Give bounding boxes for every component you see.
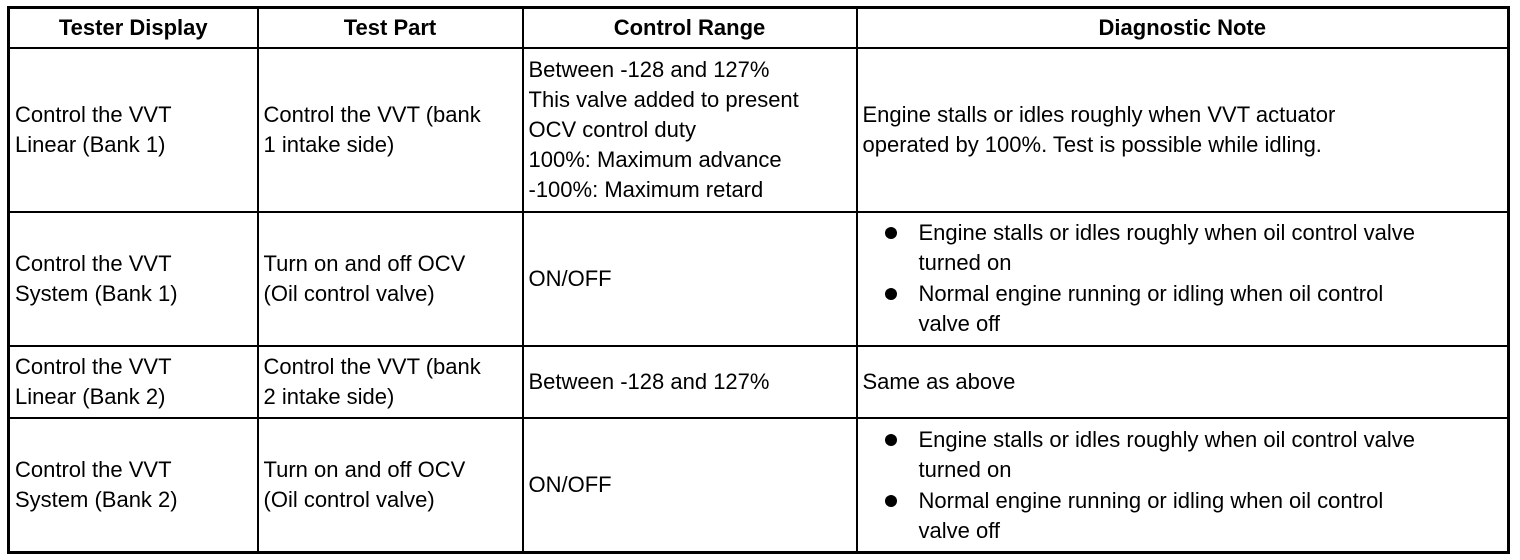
cell-text-line: valve off [918, 311, 1001, 337]
cell-text-line: turned on [918, 250, 1012, 276]
cell-text-line: -100%: Maximum retard [528, 176, 764, 202]
diagnostic-note-cell [857, 48, 1509, 212]
header-tester-display: Tester Display [9, 8, 258, 48]
cell-text-line: Turn on and off OCV [263, 457, 466, 483]
table-row [9, 48, 1509, 212]
test-part-cell [258, 346, 523, 418]
cell-text-line: Turn on and off OCV [263, 250, 466, 276]
cell-text-line: Same as above [862, 369, 1016, 395]
header-test-part: Test Part [258, 8, 523, 48]
cell-text-line: Engine stalls or idles roughly when VVT actuator [862, 101, 1336, 127]
cell-text-line: 1 intake side) [263, 131, 395, 157]
table-row [9, 418, 1509, 552]
cell-text-line: (Oil control valve) [263, 280, 435, 306]
diagnostic-note-cell [857, 212, 1509, 346]
note-bullet-list [863, 425, 1503, 546]
note-bullet-list [863, 218, 1503, 339]
cell-text-line: Between -128 and 127% [528, 369, 770, 395]
cell-text-line: System (Bank 2) [15, 487, 178, 513]
control-range-cell [523, 212, 857, 346]
bullet-icon [885, 288, 897, 300]
table-row [9, 346, 1509, 418]
cell-text-line: Normal engine running or idling when oil control [918, 487, 1384, 513]
tester-display-cell [9, 48, 258, 212]
header-diagnostic-note: Diagnostic Note [857, 8, 1509, 48]
test-part-cell [258, 418, 523, 552]
cell-text-line: (Oil control valve) [263, 487, 435, 513]
cell-text-line: Control the VVT (bank [263, 101, 481, 127]
tester-display-cell [9, 346, 258, 418]
control-range-cell [523, 418, 857, 552]
header-row [9, 8, 1509, 48]
cell-text-line: System (Bank 1) [15, 280, 178, 306]
tester-display-cell [9, 418, 258, 552]
cell-text-line: Between -128 and 127% [528, 56, 770, 82]
bullet-icon [885, 227, 897, 239]
cell-text-line: This valve added to present [528, 86, 799, 112]
cell-text-line: 100%: Maximum advance [528, 146, 782, 172]
note-bullet-item [877, 425, 1503, 485]
vvt-active-test-table [7, 6, 1510, 554]
cell-text-line: turned on [918, 456, 1012, 482]
cell-text-line: Control the VVT (bank [263, 354, 481, 380]
test-part-cell [258, 48, 523, 212]
table-row [9, 212, 1509, 346]
cell-text-line: Linear (Bank 2) [15, 384, 166, 410]
control-range-cell [523, 48, 857, 212]
note-bullet-item [877, 218, 1503, 278]
cell-text-line: Control the VVT [15, 250, 172, 276]
cell-text-line: Normal engine running or idling when oil control [918, 281, 1384, 307]
diagnostic-note-cell [857, 418, 1509, 552]
diagnostic-note-cell [857, 346, 1509, 418]
header-control-range: Control Range [523, 8, 857, 48]
cell-text-line: Control the VVT [15, 354, 172, 380]
cell-text-line: ON/OFF [528, 472, 612, 498]
cell-text-line: Engine stalls or idles roughly when oil control valve [918, 220, 1415, 246]
cell-text-line: Engine stalls or idles roughly when oil control valve [918, 426, 1415, 452]
bullet-icon [885, 495, 897, 507]
cell-text-line: valve off [918, 517, 1001, 543]
bullet-icon [885, 434, 897, 446]
cell-text-line: ON/OFF [528, 265, 612, 291]
cell-text-line: Linear (Bank 1) [15, 131, 166, 157]
tester-display-cell [9, 212, 258, 346]
cell-text-line: operated by 100%. Test is possible while idling. [862, 131, 1322, 157]
note-bullet-item [877, 279, 1503, 339]
cell-text-line: Control the VVT [15, 101, 172, 127]
cell-text-line: Control the VVT [15, 457, 172, 483]
note-bullet-item [877, 486, 1503, 546]
cell-text-line: OCV control duty [528, 116, 697, 142]
cell-text-line: 2 intake side) [263, 384, 395, 410]
test-part-cell [258, 212, 523, 346]
control-range-cell [523, 346, 857, 418]
